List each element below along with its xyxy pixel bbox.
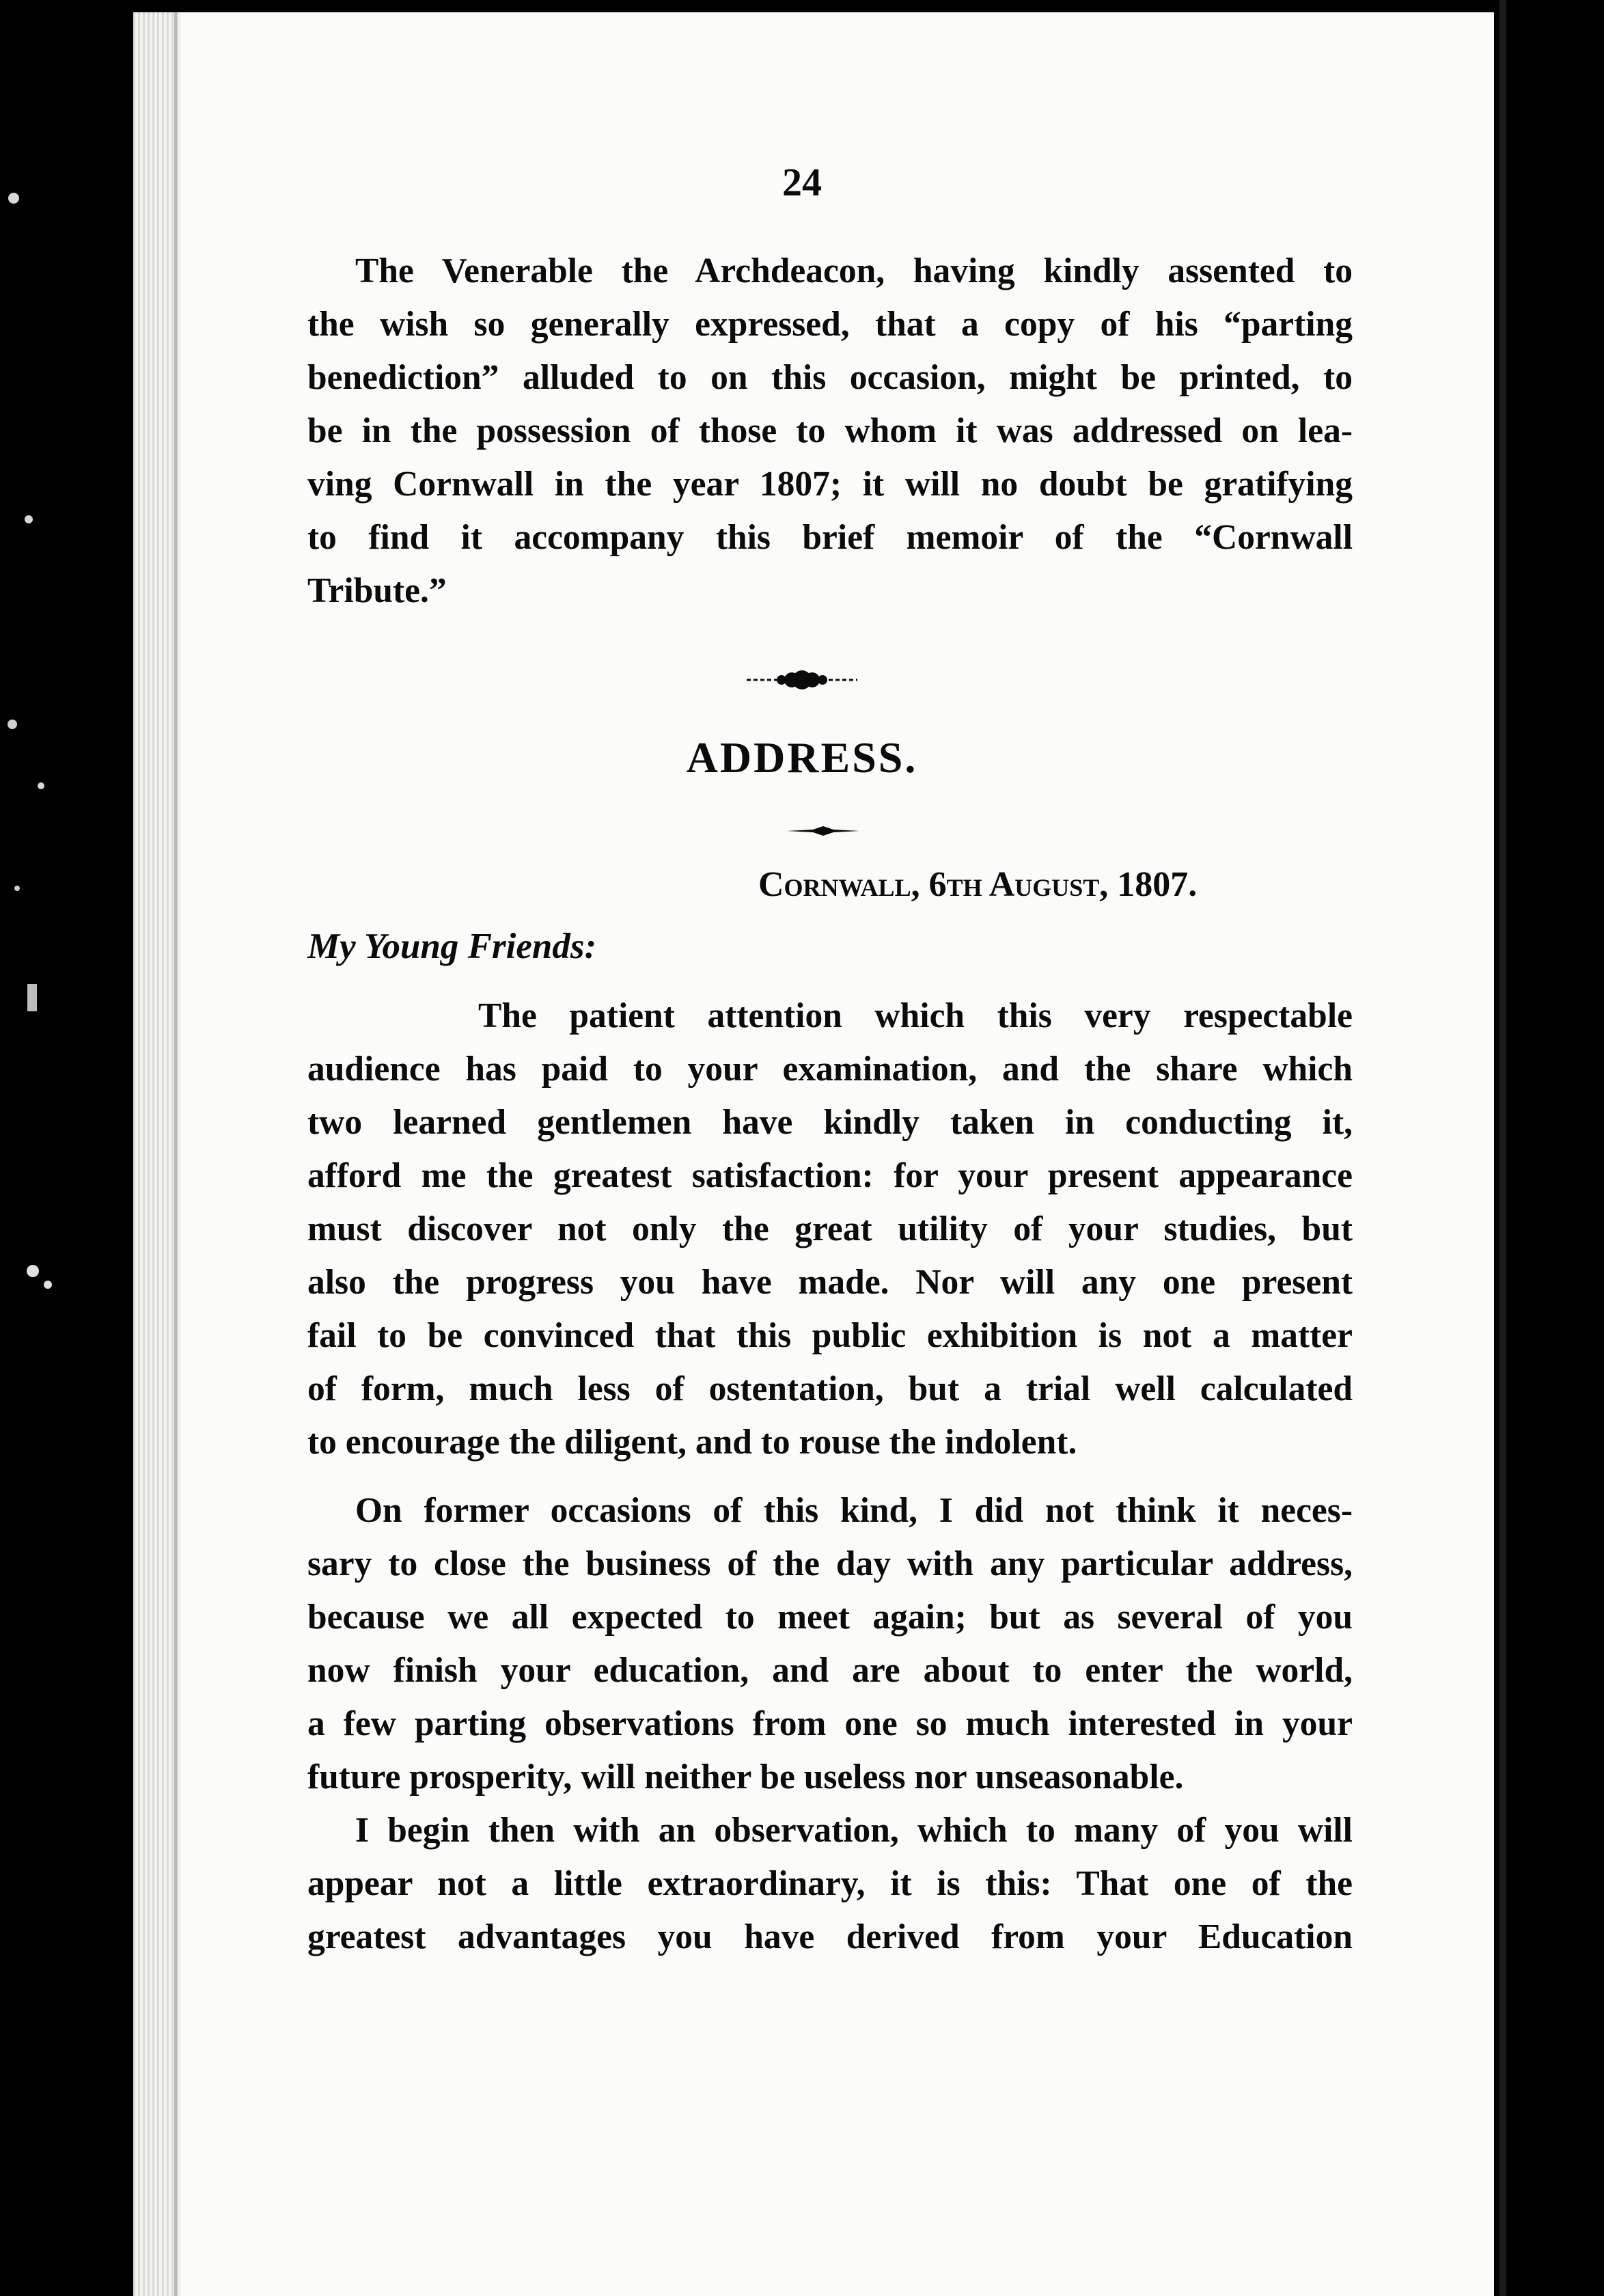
text-line: I begin then with an observation, which to many of you will [355,1811,1353,1850]
text-line: audience has paid to your examination, and the share which [307,1050,1353,1089]
paragraph-2 [307,1484,1353,1804]
text-line: of form, much less of ostentation, but a trial well calculated [307,1369,1353,1408]
text-line: be in the possession of those to whom it was addressed on lea- [307,411,1353,450]
text-line: must discover not only the great utility of your studies, but [307,1210,1353,1248]
text-line: On former occasions of this kind, I did not think it neces- [355,1491,1353,1530]
text-line: a few parting observations from one so much interested in your [307,1704,1353,1743]
text-line: the wish so generally expressed, that a copy of his “parting [307,305,1353,344]
text-line: appear not a little extraordinary, it is this: That one of the [307,1864,1353,1903]
ornamental-divider [0,666,1604,700]
text-line: future prosperity, will neither be useless nor unseasonable. [307,1758,1184,1796]
text-line: to find it accompany this brief memoir of the “Cornwall [307,518,1353,557]
ornament-icon [744,666,860,694]
heading-rule [786,823,861,838]
salutation: My Young Friends: [307,927,597,966]
text-line: ving Cornwall in the year 1807; it will no doubt be gratifying [307,465,1353,504]
text-line: The patient attention which this very respectable [478,996,1353,1035]
text-line: also the progress you have made. Nor will any one present [307,1263,1353,1302]
text-line: because we all expected to meet again; but as several of you [307,1598,1353,1637]
gutter-edge [174,12,177,2296]
text-line: The Venerable the Archdeacon, having kindly assented to [355,251,1353,290]
text-line: Tribute.” [307,571,447,610]
text-line: benediction” alluded to on this occasion, might be printed, to [307,358,1353,397]
section-heading: ADDRESS. [686,733,918,782]
intro-paragraph [307,245,1353,618]
text-line: afford me the greatest satisfaction: for your present appearance [307,1156,1353,1195]
text-line: two learned gentlemen have kindly taken in conducting it, [307,1103,1353,1142]
text-line: greatest advantages you have derived from your Education [307,1917,1353,1956]
right-page-edge [1499,0,1506,2296]
text-line: now finish your education, and are about to enter the world, [307,1651,1353,1690]
paragraph-3 [307,1804,1353,1964]
page-number: 24 [782,160,822,204]
text-line: fail to be convinced that this public exhibition is not a matter [307,1316,1353,1355]
paragraph-1 [307,989,1353,1469]
right-margin-strip [1494,0,1604,2296]
dateline: Cornwall, 6th August, 1807. [758,865,1198,904]
text-line: sary to close the business of the day with any particular address, [307,1544,1353,1583]
text-line: to encourage the diligent, and to rouse the indolent. [307,1423,1077,1462]
scan-speckles [0,0,133,2296]
